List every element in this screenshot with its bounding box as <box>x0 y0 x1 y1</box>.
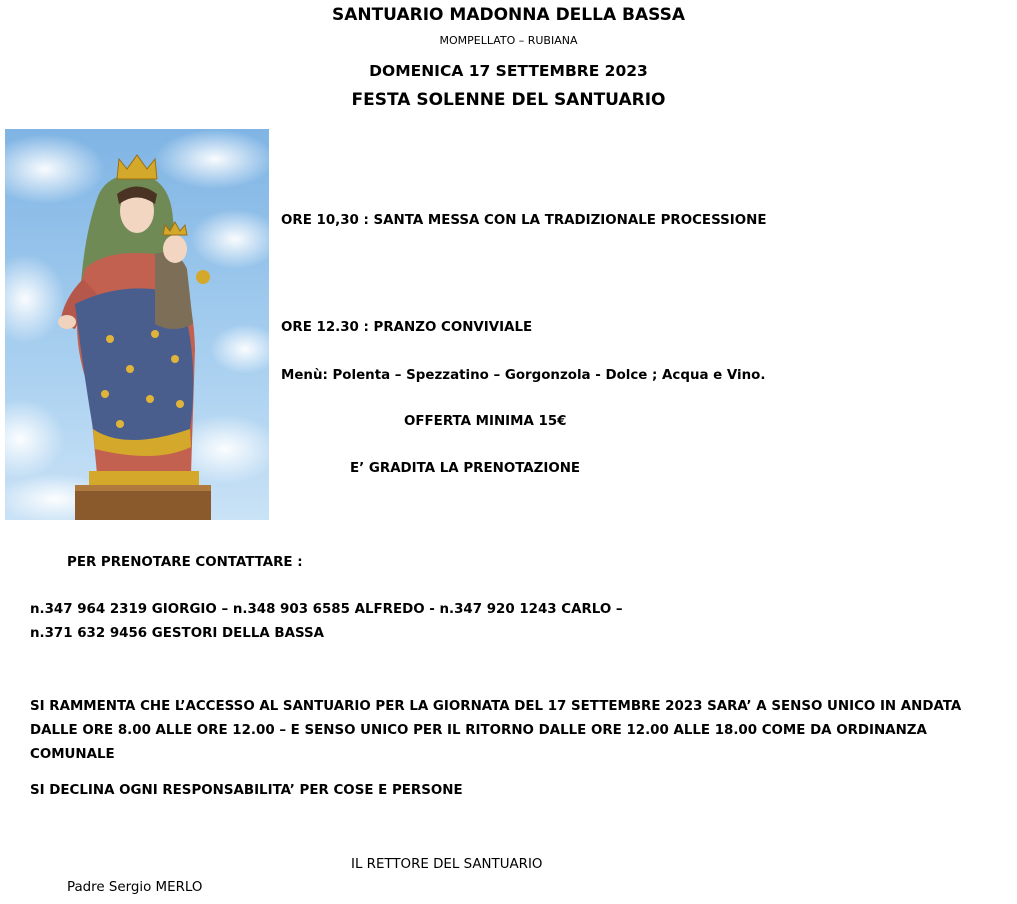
event-date: DOMENICA 17 SETTEMBRE 2023 <box>369 62 648 80</box>
lunch-menu: Menù: Polenta – Spezzatino – Gorgonzola - Dolce ; Acqua e Vino. <box>281 368 766 383</box>
madonna-statue-image <box>5 129 269 520</box>
notice-line-3: COMUNALE <box>30 747 115 762</box>
mass-schedule: ORE 10,30 : SANTA MESSA CON LA TRADIZIONALE PROCESSIONE <box>281 213 767 228</box>
notice-line-2: DALLE ORE 8.00 ALLE ORE 12.00 – E SENSO UNICO PER IL RITORNO DALLE ORE 12.00 ALLE 18.00 COME DA ORDINANZA <box>30 723 927 738</box>
disclaimer: SI DECLINA OGNI RESPONSABILITA’ PER COSE E PERSONE <box>30 783 463 798</box>
rector-title: IL RETTORE DEL SANTUARIO <box>351 857 543 872</box>
location-subtitle: MOMPELLATO – RUBIANA <box>439 34 578 47</box>
minimum-offer: OFFERTA MINIMA 15€ <box>404 414 567 429</box>
rector-name: Padre Sergio MERLO <box>67 880 203 895</box>
event-title: FESTA SOLENNE DEL SANTUARIO <box>351 90 666 110</box>
contacts-heading: PER PRENOTARE CONTATTARE : <box>67 555 303 570</box>
notice-line-1: SI RAMMENTA CHE L’ACCESSO AL SANTUARIO PER LA GIORNATA DEL 17 SETTEMBRE 2023 SARA’ A SENSO UNICO IN ANDATA <box>30 699 962 714</box>
lunch-schedule: ORE 12.30 : PRANZO CONVIVIALE <box>281 320 533 335</box>
contacts-line-1: n.347 964 2319 GIORGIO – n.348 903 6585 ALFREDO - n.347 920 1243 CARLO – <box>30 602 623 617</box>
sanctuary-title: SANTUARIO MADONNA DELLA BASSA <box>331 5 686 25</box>
reservation-note: E’ GRADITA LA PRENOTAZIONE <box>350 461 581 476</box>
contacts-line-2: n.371 632 9456 GESTORI DELLA BASSA <box>30 626 325 641</box>
